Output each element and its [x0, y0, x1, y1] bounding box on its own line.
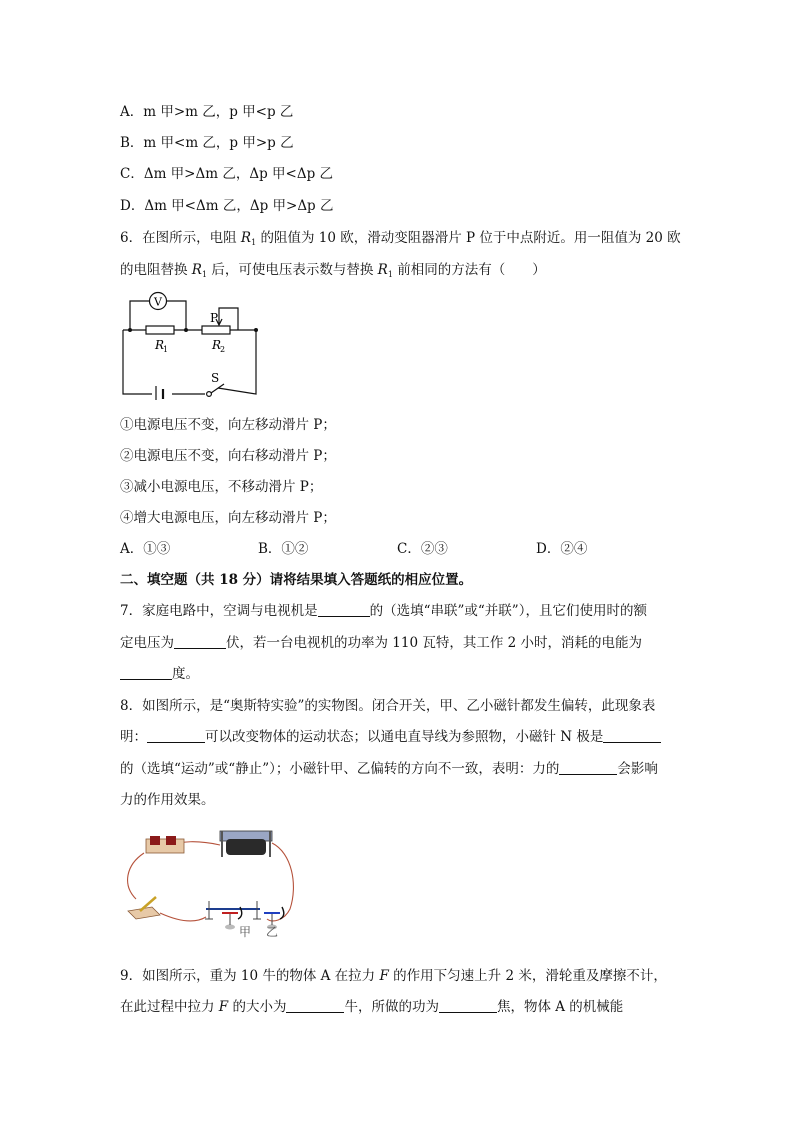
q5-option-d: D．Δm 甲<Δm 乙，Δp 甲>Δp 乙 — [120, 198, 334, 214]
r2-label: R — [212, 338, 222, 352]
label-yi: 乙 — [266, 925, 279, 939]
q6-choice-c: C．②③ — [397, 541, 448, 557]
q8-line3: 的（选填“运动”或“静止”）；小磁针甲、乙偏转的方向不一致，表明：力的 会影响 — [120, 761, 658, 777]
q8-blank-2 — [603, 728, 661, 743]
q5-option-b: B．m 甲<m 乙，p 甲>p 乙 — [120, 135, 294, 151]
q6-choice-a: A．①③ — [120, 541, 171, 557]
q8-oersted-experiment-figure — [122, 823, 298, 941]
q8-line1: 8．如图所示，是“奥斯特实验”的实物图。闭合开关，甲、乙小磁针都发生偏转，此现象表 — [120, 698, 656, 714]
q5-option-c: C．Δm 甲>Δm 乙，Δp 甲<Δp 乙 — [120, 166, 334, 182]
q6-choice-b: B．①② — [258, 541, 309, 557]
q8-line2: 明： 可以改变物体的运动状态；以通电直导线为参照物，小磁针 N 极是 — [120, 727, 661, 747]
q7-line3: 度。 — [120, 664, 199, 684]
rheostat-icon — [220, 831, 272, 857]
q7-line1: 7．家庭电路中，空调与电视机是 的（选填“串联”或“并联”），且它们使用时的额 — [120, 603, 647, 619]
r1-label: R — [155, 338, 165, 352]
q7-line2: 定电压为 伏，若一台电视机的功率为 110 瓦特，其工作 2 小时，消耗的电能为 — [120, 635, 643, 651]
q9-line1: 9．如图所示，重为 10 牛的物体 A 在拉力 F 的作用下匀速上升 2 米，滑轮重及摩擦不计， — [120, 968, 667, 984]
q8-blank-1 — [147, 728, 205, 743]
q6-choice-d: D．②④ — [536, 541, 588, 557]
slider-label: P — [210, 311, 219, 325]
q5-option-a: A．m 甲>m 乙，p 甲<p 乙 — [120, 104, 294, 120]
section-heading: 二、填空题（共 18 分）请将结果填入答题纸的相应位置。 — [120, 572, 473, 588]
knife-switch-icon — [128, 897, 160, 919]
q7-blank-3 — [120, 665, 172, 680]
q7-blank-2 — [174, 634, 226, 649]
label-jia: 甲 — [239, 925, 252, 939]
q8-line4: 力的作用效果。 — [120, 792, 215, 808]
voltmeter-label: V — [154, 295, 162, 309]
battery-box-icon — [146, 836, 184, 853]
switch-label: S — [211, 371, 220, 385]
q6-method-1: ①电源电压不变，向左移动滑片 P； — [120, 417, 336, 433]
r1-sub: 1 — [163, 345, 169, 354]
q6-method-4: ④增大电源电压，向左移动滑片 P； — [120, 510, 336, 526]
q8-blank-3 — [559, 760, 617, 775]
r2-sub: 2 — [220, 345, 226, 354]
q9-line2: 在此过程中拉力 F 的大小为 牛，所做的功为 焦，物体 A 的机械能 — [120, 999, 624, 1015]
q9-blank-1 — [286, 998, 344, 1013]
q9-blank-2 — [439, 998, 497, 1013]
q7-blank-1 — [318, 602, 370, 617]
q6-stem-line2: 的电阻替换 $R_1$ 后，可使电压表示数与替换 $R_1$ 前相同的方法有（ ） — [120, 262, 546, 279]
compass-needle-jia-icon — [222, 913, 238, 930]
q6-circuit-diagram — [118, 288, 268, 400]
q6-method-3: ③减小电源电压，不移动滑片 P； — [120, 479, 323, 495]
q6-method-2: ②电源电压不变，向右移动滑片 P； — [120, 448, 336, 464]
q6-stem-line1: 6．在图所示，电阻 $R_1$ 的阻值为 10 欧，滑动变阻器滑片 P 位于中点附近。用一阻值为 20 欧 — [120, 230, 681, 247]
